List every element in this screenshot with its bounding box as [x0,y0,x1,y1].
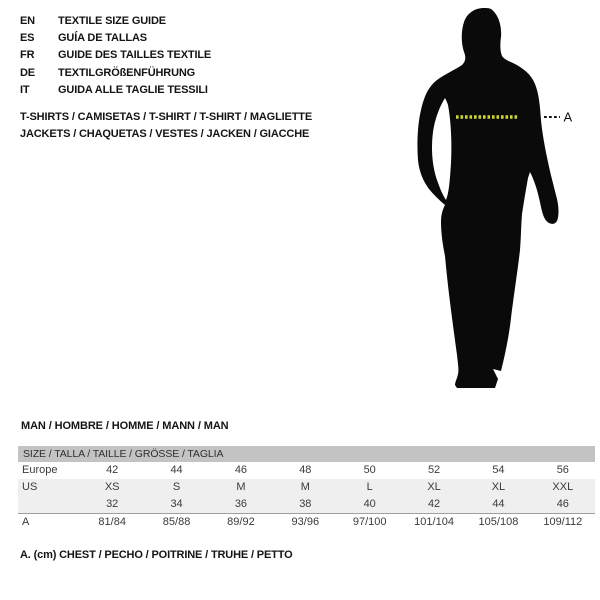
language-code: ES [20,32,35,45]
table-row-us [18,479,595,496]
category-tshirts: T-SHIRTS / CAMISETAS / T-SHIRT / T-SHIRT / MAGLIETTE [20,111,313,123]
table-row-europe [18,462,595,479]
cell: 93/96 [291,516,320,528]
cell: 42 [106,464,119,476]
section-title-man: MAN / HOMBRE / HOMME / MANN / MAN [21,420,229,432]
language-row-fr [20,47,211,64]
cell: 44 [170,464,183,476]
size-table [18,446,595,531]
cell: 32 [106,498,119,510]
cell: 44 [492,498,505,510]
cell: 97/100 [352,516,387,528]
garment-categories [20,109,312,143]
language-row-en [20,13,211,30]
cell: 42 [427,498,441,510]
man-silhouette [417,8,558,388]
cell: 40 [363,498,376,510]
cell: 46 [234,464,248,476]
cell: XXL [552,481,574,493]
cell: 101/104 [414,516,454,528]
cell: 56 [556,464,569,476]
row-label: US [22,481,38,493]
language-code: IT [20,83,30,96]
language-label: GUIDE DES TAILLES TEXTILE [58,49,212,62]
man-silhouette-figure [410,0,580,396]
table-row-us-numeric [18,496,595,513]
language-row-it [20,82,211,99]
language-label: GUÍA DE TALLAS [58,32,147,45]
cell: 34 [170,498,183,510]
language-row-de [20,65,211,82]
cell: M [300,481,310,493]
language-list [20,13,211,99]
row-label: A [22,516,30,528]
cell: 50 [363,464,376,476]
cell: 105/108 [478,516,519,528]
cell: 85/88 [162,516,191,528]
language-code: DE [20,66,35,79]
measure-label-a: A [563,109,573,125]
language-row-es [20,30,211,47]
cell: 81/84 [98,516,126,528]
cell: XL [427,481,441,493]
cell: M [236,481,246,493]
language-code: FR [20,49,35,62]
cell: 36 [234,498,248,510]
language-code: EN [20,15,35,27]
size-table-header: SIZE / TALLA / TAILLE / GRÖSSE / TAGLIA [18,446,595,462]
cell: XL [491,481,506,493]
cell: XS [104,481,120,493]
cell: 54 [492,464,505,476]
table-row-chest-cm [18,514,595,531]
row-label [18,496,80,513]
language-label: TEXTILE SIZE GUIDE [58,15,166,27]
cell: 109/112 [543,516,583,528]
cell: 46 [556,498,569,510]
row-label: Europe [22,464,58,476]
cell: L [366,481,373,493]
cell: 38 [299,498,312,510]
cell: 52 [427,464,441,476]
cell: 48 [299,464,312,476]
language-label: GUIDA ALLE TAGLIE TESSILI [58,83,208,96]
category-jackets: JACKETS / CHAQUETAS / VESTES / JACKEN / GIACCHE [20,127,310,140]
language-label: TEXTILGRÖßENFÜHRUNG [58,66,196,79]
cell: S [172,481,181,493]
measure-footnote: A. (cm) CHEST / PECHO / POITRINE / TRUHE / PETTO [20,549,293,561]
cell: 89/92 [227,516,255,528]
